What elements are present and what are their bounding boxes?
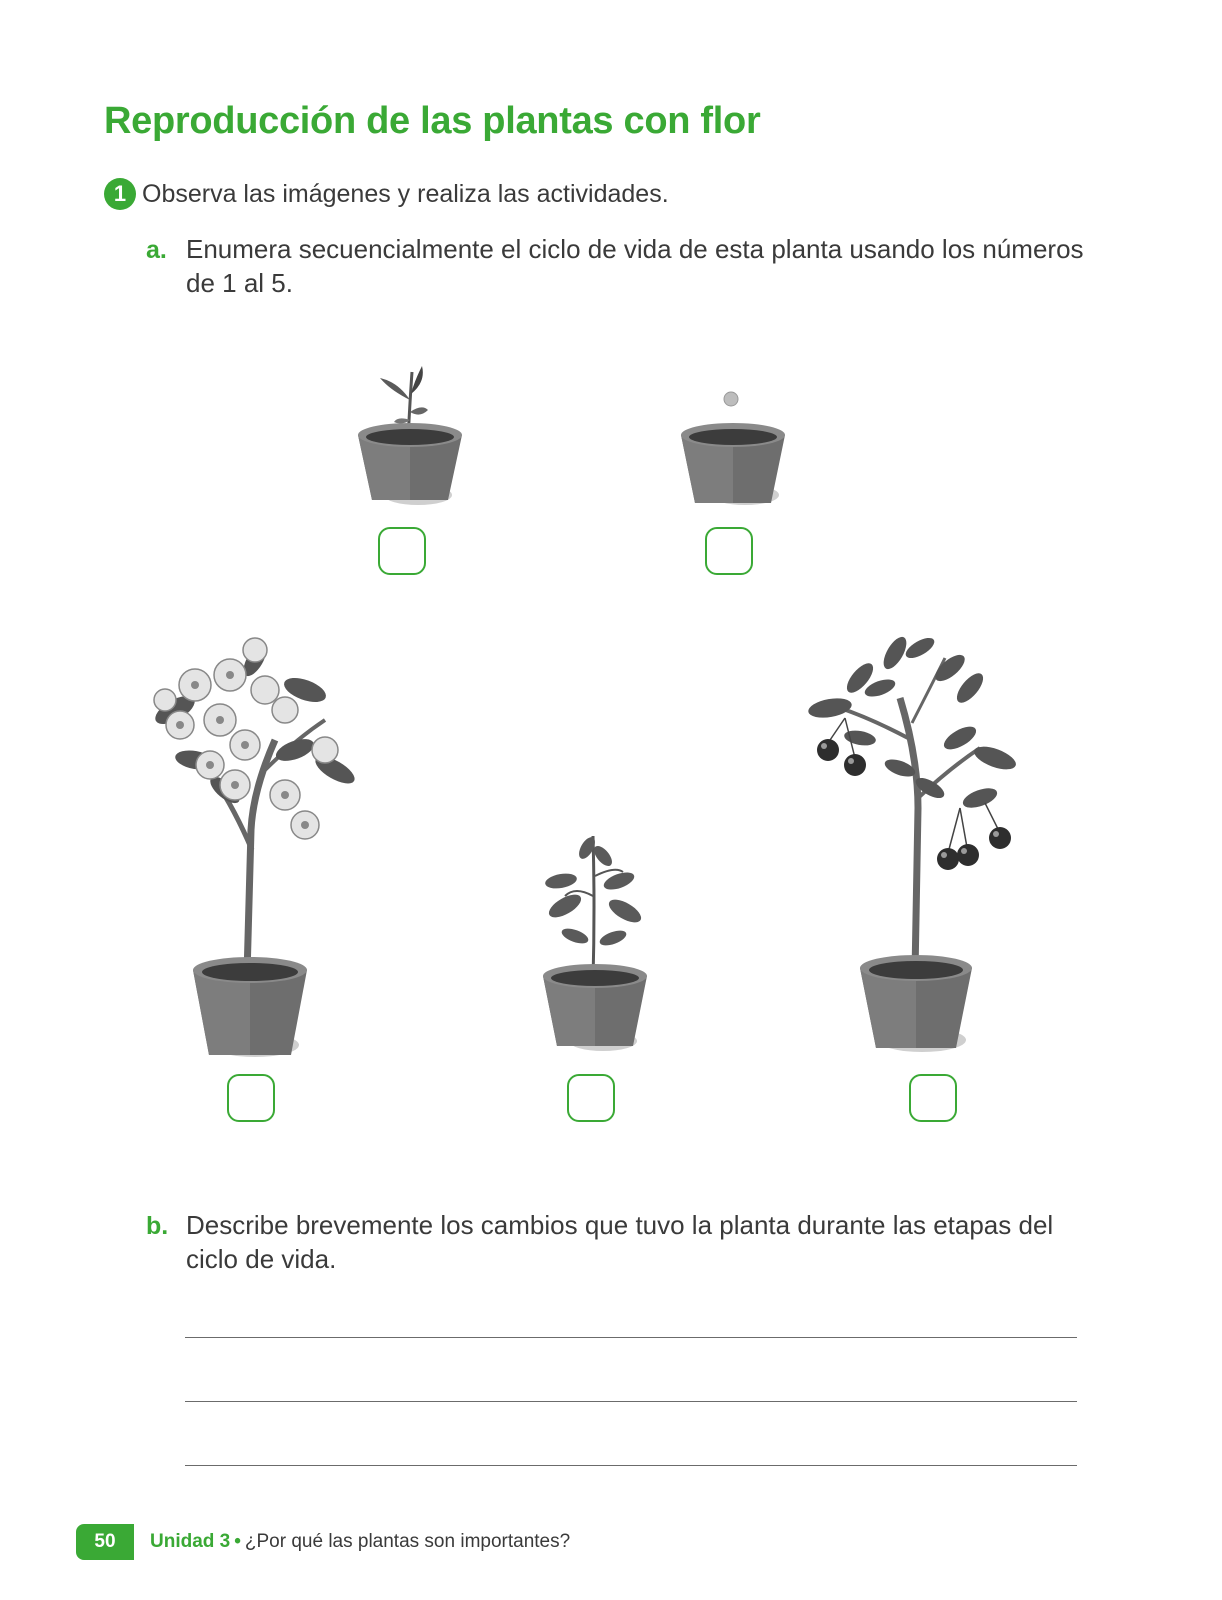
answer-box-seed[interactable] xyxy=(705,527,753,575)
answer-line-3[interactable] xyxy=(185,1465,1077,1466)
question-a-letter: a. xyxy=(146,236,167,264)
answer-box-flowering-tree[interactable] xyxy=(227,1074,275,1122)
question-a-text: Enumera secuencialmente el ciclo de vida de esta planta usando los números de 1 al 5. xyxy=(186,234,1084,298)
footer-separator: • xyxy=(234,1531,241,1552)
young-plant-in-pot-image xyxy=(535,826,655,1056)
page-number: 50 xyxy=(76,1524,134,1560)
footer-unit: Unidad 3 xyxy=(150,1531,231,1552)
activity-instruction: Observa las imágenes y realiza las actividades. xyxy=(142,179,669,208)
answer-box-sprout[interactable] xyxy=(378,527,426,575)
answer-box-young-plant[interactable] xyxy=(567,1074,615,1122)
question-a xyxy=(146,236,1086,300)
sprout-in-pot-image xyxy=(350,360,470,520)
activity-1 xyxy=(104,178,669,210)
answer-line-2[interactable] xyxy=(185,1401,1077,1402)
footer-unit-info xyxy=(150,1531,570,1553)
seed-over-pot-image xyxy=(675,385,795,525)
question-b-text: Describe brevemente los cambios que tuvo la planta durante las etapas del ciclo de vida. xyxy=(186,1210,1054,1274)
question-b-letter: b. xyxy=(146,1212,169,1240)
cherry-tree-in-pot-image xyxy=(800,628,1030,1058)
footer-unit-title: ¿Por qué las plantas son importantes? xyxy=(244,1531,571,1552)
answer-line-1[interactable] xyxy=(185,1337,1077,1338)
question-b xyxy=(146,1212,1086,1276)
page-title: Reproducción de las plantas con flor xyxy=(104,100,761,142)
answer-box-cherry-tree[interactable] xyxy=(909,1074,957,1122)
flowering-tree-in-pot-image xyxy=(135,630,365,1065)
activity-number-badge: 1 xyxy=(104,178,136,210)
